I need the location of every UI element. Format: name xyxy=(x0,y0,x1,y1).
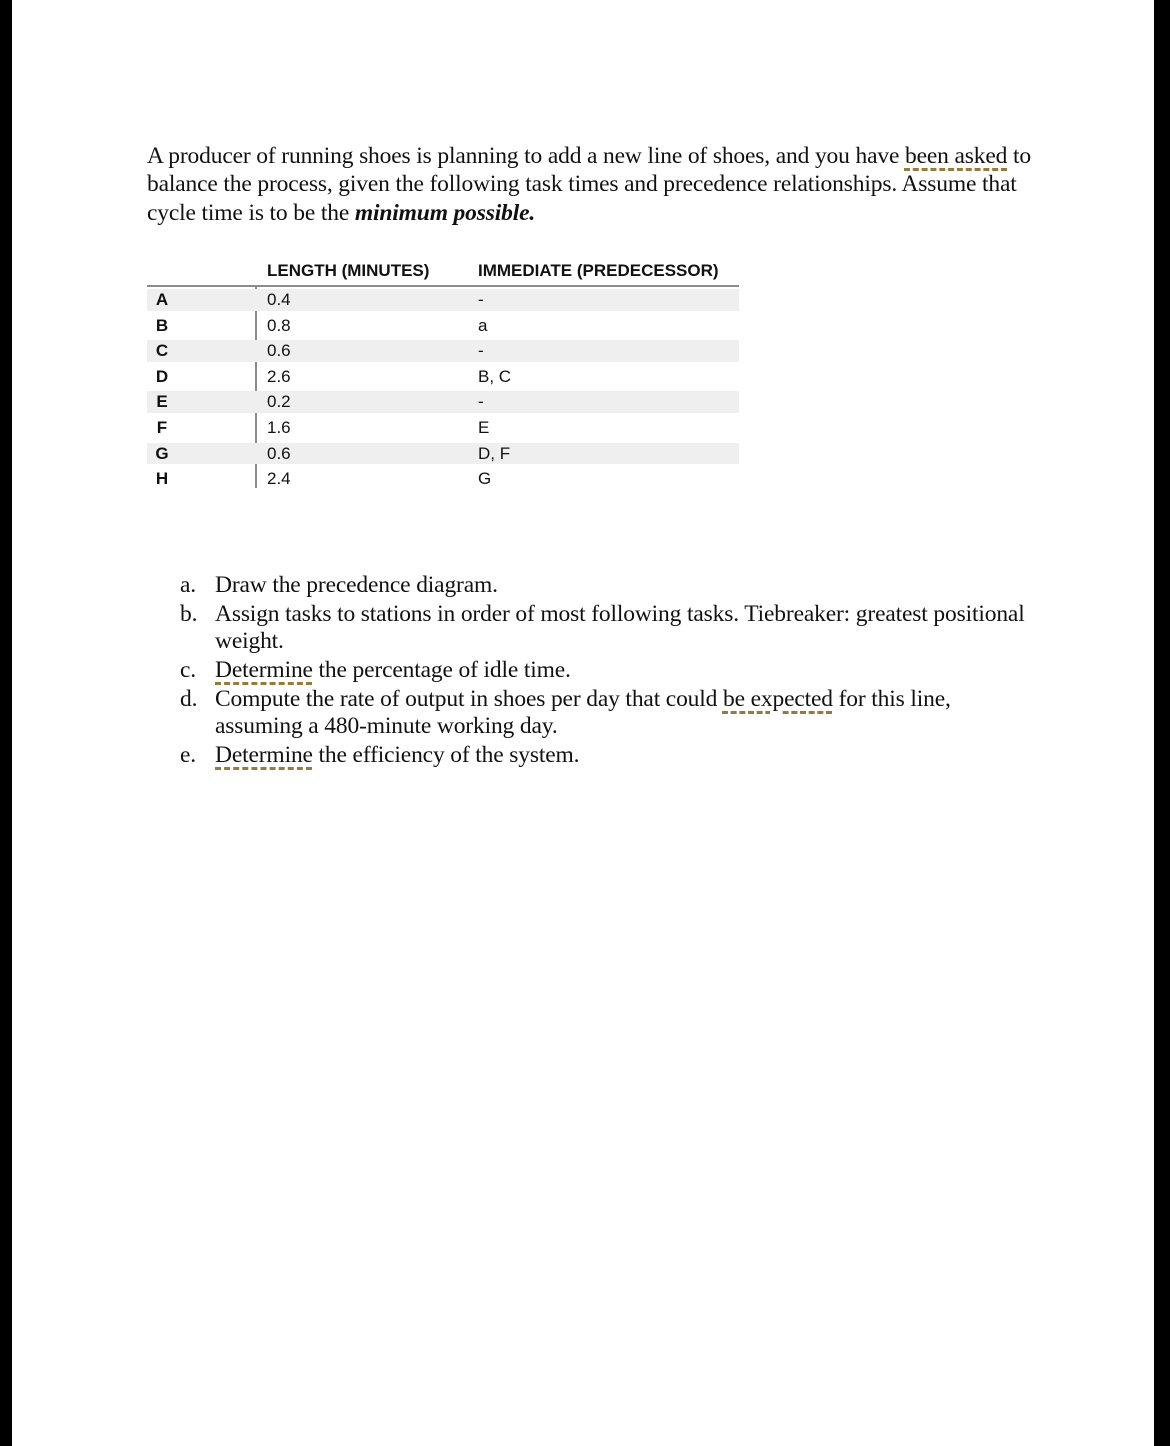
length-cell: 0.6 xyxy=(267,443,291,463)
intro-bold-emphasis: minimum possible. xyxy=(354,199,536,226)
question-text-pre: Draw the precedence diagram. xyxy=(215,572,498,598)
question-letter: b. xyxy=(180,601,198,627)
table-row xyxy=(147,313,739,339)
length-cell: 2.6 xyxy=(267,366,291,386)
header-length: LENGTH (MINUTES) xyxy=(267,261,430,280)
predecessor-cell: G xyxy=(478,469,492,489)
length-cell: 2.4 xyxy=(267,469,291,489)
table-row xyxy=(147,287,739,313)
task-cell: E xyxy=(156,392,168,412)
predecessor-cell: a xyxy=(478,315,488,335)
question-marked-word: Determine xyxy=(215,742,313,768)
length-cell: 0.4 xyxy=(267,290,291,309)
question-marked-word: be expected xyxy=(722,686,833,712)
task-cell: B xyxy=(155,315,169,335)
table-row xyxy=(147,338,739,364)
table-row xyxy=(147,441,739,467)
question-text-post: the percentage of idle time. xyxy=(312,657,571,683)
predecessor-cell: - xyxy=(478,392,484,412)
task-cell: A xyxy=(155,290,169,309)
table-header xyxy=(147,258,739,287)
question-item xyxy=(174,742,1044,769)
question-letter: e. xyxy=(180,742,197,768)
question-item xyxy=(174,601,1044,655)
question-text-post: for this line, assuming a 480-minute working day. xyxy=(215,686,951,739)
question-item xyxy=(174,657,1044,684)
question-text xyxy=(215,601,1044,655)
header-predecessor: IMMEDIATE (PREDECESSOR) xyxy=(478,261,719,280)
question-text xyxy=(215,686,1044,740)
intro-text-part-2: to balance the process, given the following task times and precedence relationships. Assume that cycle time is to be the xyxy=(147,142,1031,226)
question-text-post: the efficiency of the system. xyxy=(312,742,580,768)
predecessor-cell: E xyxy=(478,417,490,437)
intro-paragraph xyxy=(147,142,1037,228)
row-shade xyxy=(147,289,739,311)
table-row xyxy=(147,389,739,415)
row-shade xyxy=(147,443,739,465)
length-cell: 1.6 xyxy=(267,417,291,437)
predecessor-cell: D, F xyxy=(478,443,511,463)
predecessor-cell: B, C xyxy=(478,366,512,386)
question-text xyxy=(215,657,1044,684)
table-body xyxy=(147,287,739,492)
question-marked-word: Determine xyxy=(215,657,313,683)
question-letter: a. xyxy=(180,572,197,598)
row-shade xyxy=(147,391,739,413)
intro-marked-phrase: been asked xyxy=(904,142,1008,169)
question-letter: d. xyxy=(180,686,198,712)
length-cell: 0.8 xyxy=(267,315,291,335)
table-row xyxy=(147,466,739,492)
task-cell: D xyxy=(155,366,169,386)
predecessor-cell: - xyxy=(478,290,484,309)
question-letter: c. xyxy=(180,657,197,683)
question-text-pre: Compute the rate of output in shoes per day that could xyxy=(215,686,723,712)
row-shade xyxy=(147,340,739,362)
question-item xyxy=(174,686,1044,740)
task-cell: H xyxy=(155,469,169,489)
length-cell: 0.6 xyxy=(267,341,291,361)
intro-text-part-1: A producer of running shoes is planning to add a new line of shoes, and you have xyxy=(147,142,905,169)
task-cell: G xyxy=(155,443,169,463)
question-list xyxy=(174,572,1044,771)
table-row xyxy=(147,364,739,390)
length-cell: 0.2 xyxy=(267,392,291,412)
predecessor-cell: - xyxy=(478,341,484,361)
table-row xyxy=(147,415,739,441)
right-edge-border xyxy=(1154,0,1170,1446)
task-cell: C xyxy=(155,341,169,361)
document-page xyxy=(12,0,1154,1446)
task-cell: F xyxy=(156,417,168,437)
question-item xyxy=(174,572,1044,599)
task-table xyxy=(147,258,739,492)
question-text xyxy=(215,742,1044,769)
left-edge-border xyxy=(0,0,12,1446)
question-text-pre: Assign tasks to stations in order of most following tasks. Tiebreaker: greatest positional weight. xyxy=(215,601,1025,654)
question-text xyxy=(215,572,1044,599)
